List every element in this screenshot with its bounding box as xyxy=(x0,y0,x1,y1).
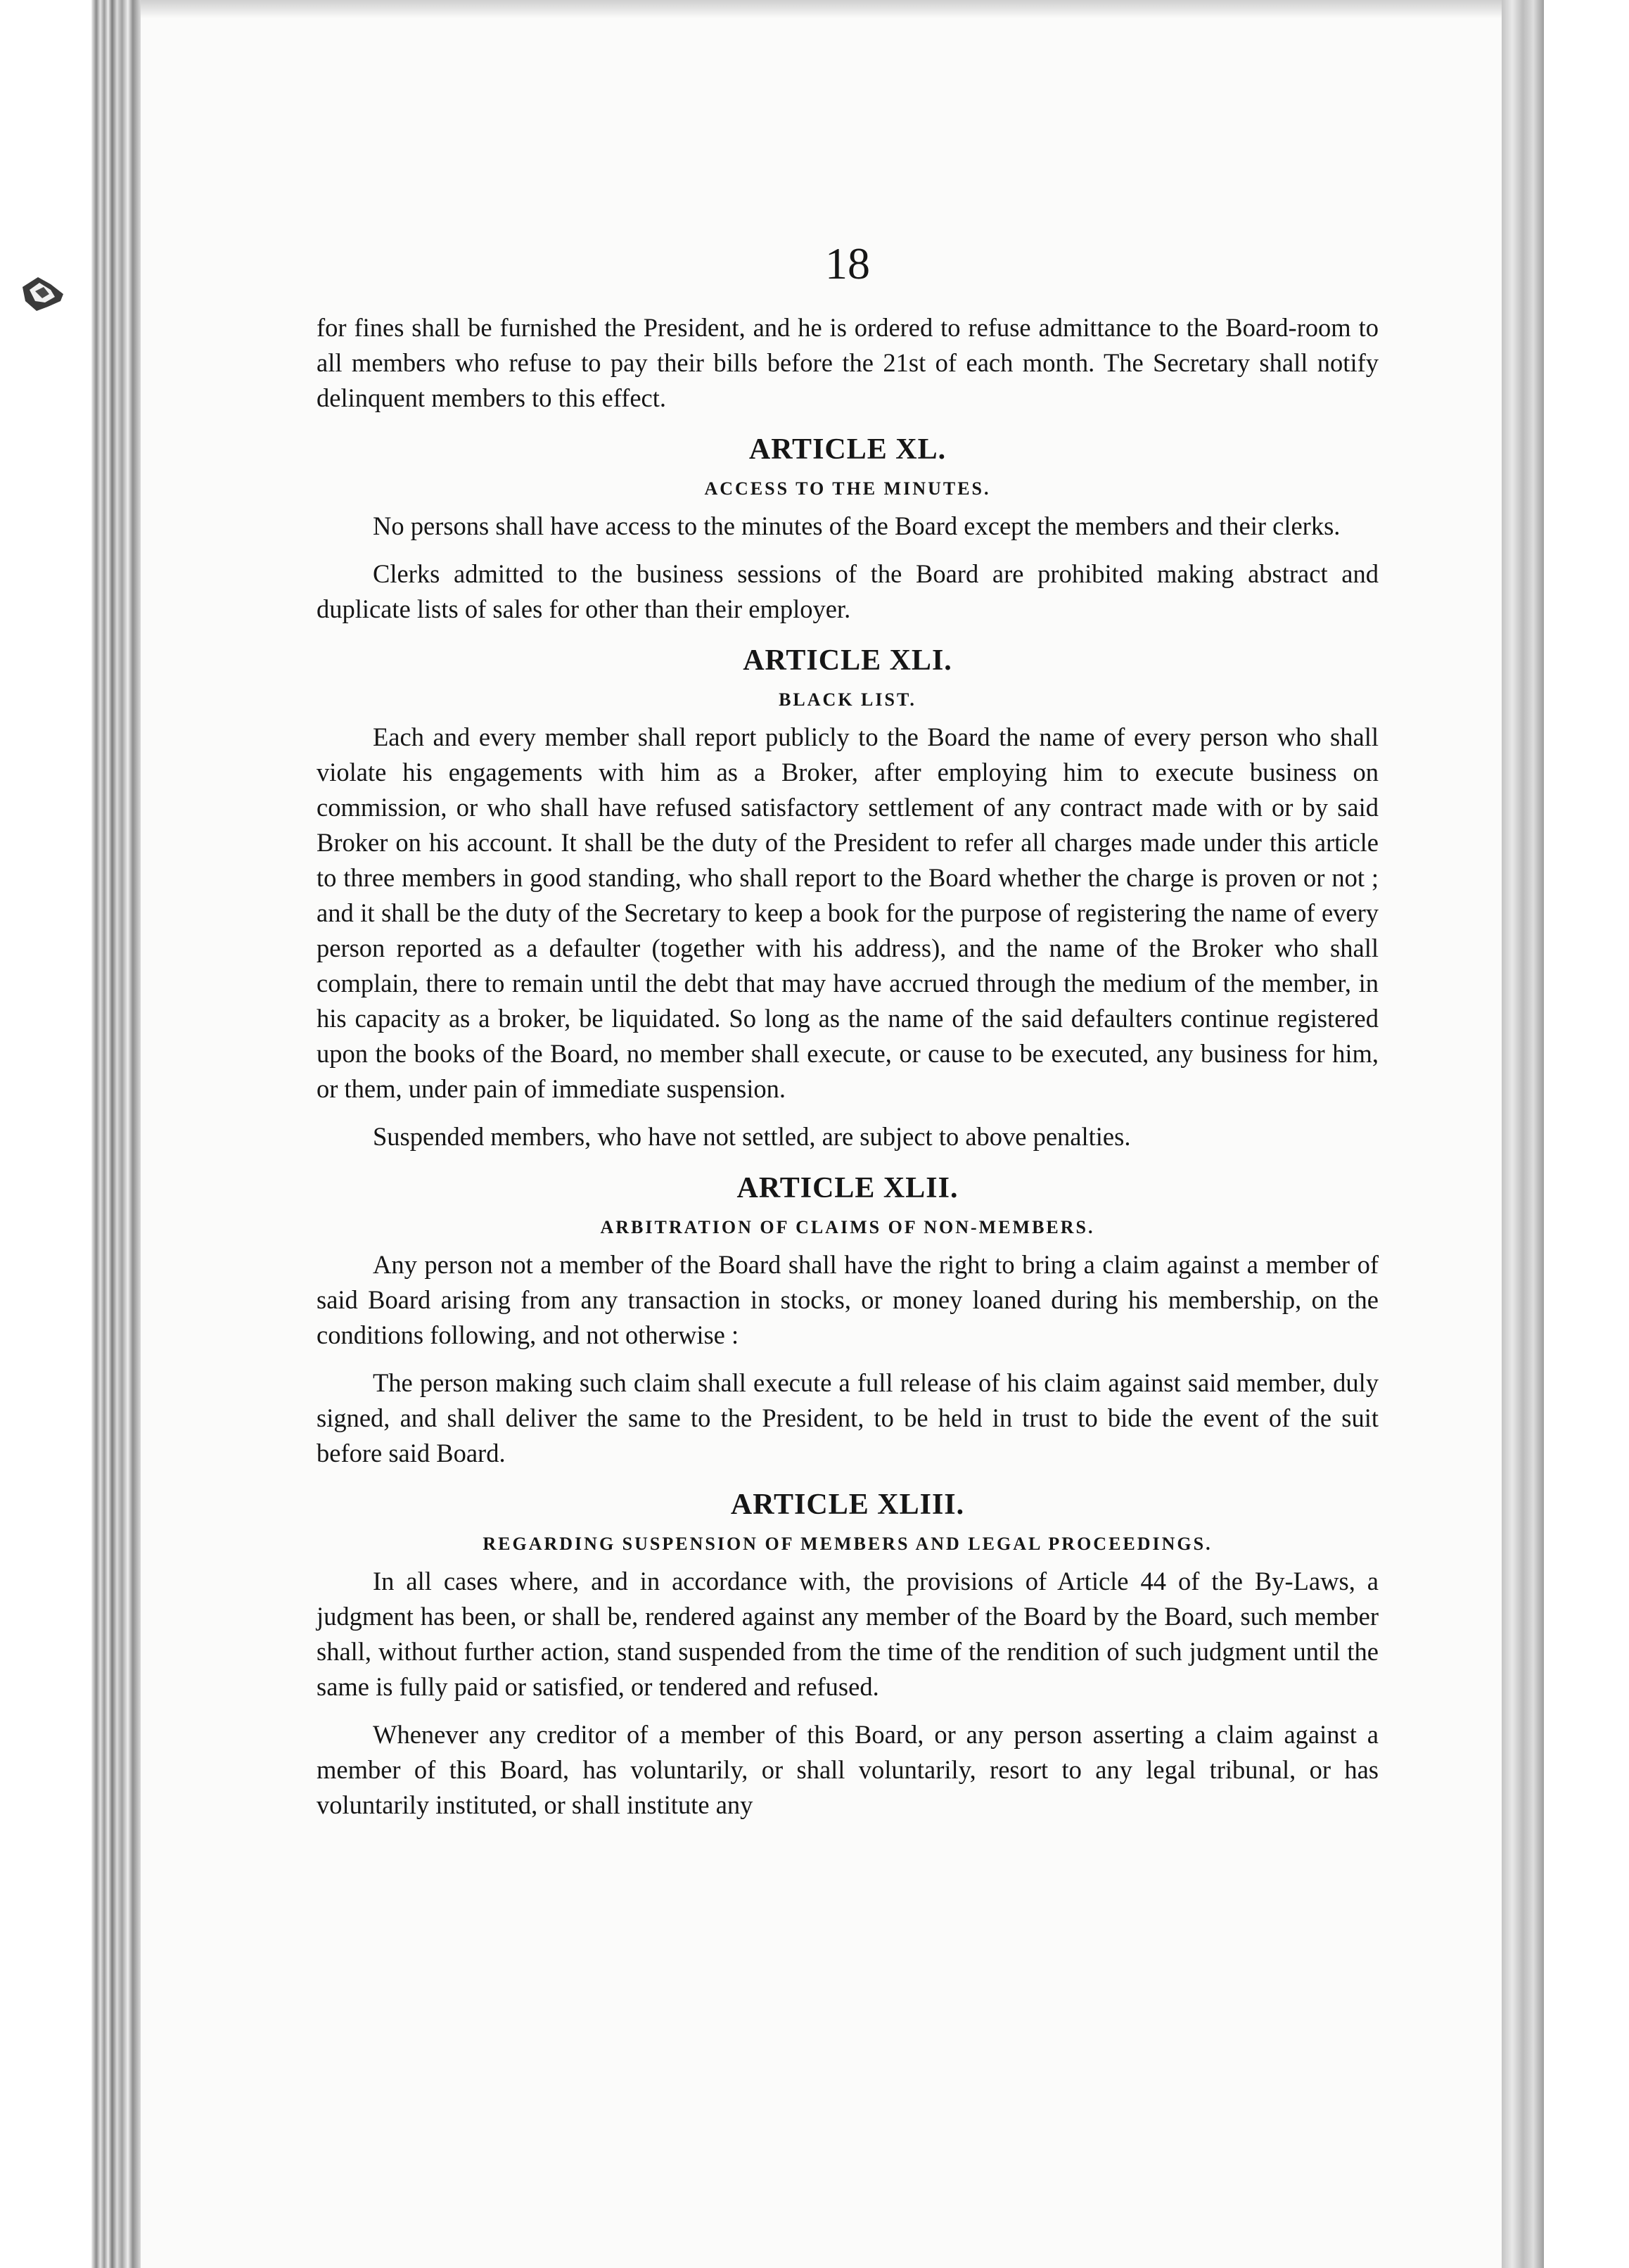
article-paragraph: Suspended members, who have not settled, are subject to above penalties. xyxy=(373,1122,1131,1151)
page-text xyxy=(317,236,1379,1835)
article-subheading: ARBITRATION OF CLAIMS OF NON-MEMBERS. xyxy=(600,1217,1095,1237)
article-paragraph: Any person not a member of the Board shall have the right to bring a claim against a member of said Board arising from any transaction in stocks, or money loaned during his membership, on the conditions following, and not otherwise : xyxy=(317,1250,1379,1349)
paper-clip-mark-icon xyxy=(20,273,68,315)
article-subheading: ACCESS TO THE MINUTES. xyxy=(704,478,991,499)
article-heading: ARTICLE XL. xyxy=(748,433,947,466)
article-xlii xyxy=(317,1168,1379,1471)
page-number: 18 xyxy=(825,238,870,288)
article-paragraph: Whenever any creditor of a member of this Board, or any person asserting a claim against a member of this Board, has voluntarily, or shall voluntarily, resort to any legal tribunal, or has voluntarily instituted, or shall institute any xyxy=(317,1720,1379,1819)
article-xliii xyxy=(317,1485,1379,1823)
article-heading: ARTICLE XLIII. xyxy=(730,1489,965,1521)
article-paragraph: No persons shall have access to the minutes of the Board except the members and their clerks. xyxy=(373,511,1341,540)
article-paragraph: Clerks admitted to the business sessions of the Board are prohibited making abstract and duplicate lists of sales for other than their employer. xyxy=(317,559,1379,623)
book-page-edges-right xyxy=(1502,0,1544,2268)
article-heading: ARTICLE XLI. xyxy=(743,644,952,677)
article-heading: ARTICLE XLII. xyxy=(736,1172,959,1204)
book-page-edges-left xyxy=(91,0,141,2268)
opening-paragraph: for fines shall be furnished the President, and he is ordered to refuse admittance to the Board-room to all members who refuse to pay their bills before the 21st of each month. The Secretary shall notify delinquent members to this effect. xyxy=(317,313,1379,412)
article-subheading: REGARDING SUSPENSION OF MEMBERS AND LEGAL PROCEEDINGS. xyxy=(483,1534,1213,1554)
article-xl xyxy=(317,430,1379,627)
article-subheading: BLACK LIST. xyxy=(779,689,916,710)
article-xli xyxy=(317,641,1379,1154)
article-paragraph: In all cases where, and in accordance with, the provisions of Article 44 of the By-Laws, a judgment has been, or shall be, rendered against any member of the Board by the Board, such member shall, without further action, stand suspended from the time of the rendition of such judgment until the same is fully paid or satisfied, or tendered and refused. xyxy=(317,1567,1379,1701)
page-top-shadow xyxy=(141,0,1502,18)
article-paragraph: Each and every member shall report publicly to the Board the name of every person who shall violate his engagements with him as a Broker, after employing him to execute business on commission, or who shall have refused satisfactory settlement of any contract made with or by said Broker on his account. It shall be the duty of the President to refer all charges made under this article to three members in good standing, who shall report to the Board whether the charge is proven or not ; and it shall be the duty of the Secretary to keep a book for the purpose of registering the name of every person reported as a defaulter (together with his address), and the name of the Broker who shall complain, there to remain until the debt that may have accrued through the medium of the member, in his capacity as a broker, be liquidated. So long as the name of the said defaulters continue registered upon the books of the Board, no member shall execute, or cause to be executed, any business for him, or them, under pain of immediate suspension. xyxy=(317,722,1379,1103)
article-paragraph: The person making such claim shall execute a full release of his claim against said member, duly signed, and shall deliver the same to the President, to be held in trust to bide the event of the suit before said Board. xyxy=(317,1368,1379,1467)
